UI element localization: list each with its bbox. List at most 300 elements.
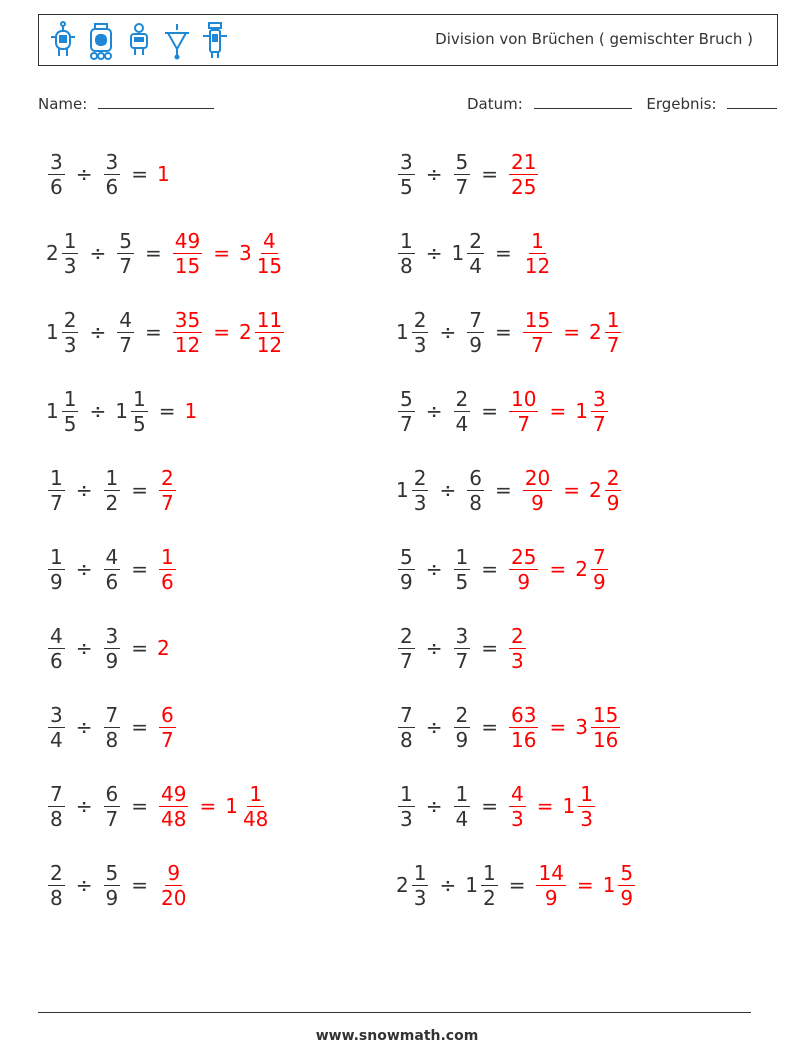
denominator: 5 [400, 174, 413, 199]
equals-sign: = [481, 557, 498, 581]
fraction [454, 387, 471, 436]
denominator: 20 [161, 885, 187, 910]
equals-sign: = [158, 399, 176, 423]
equals-sign: = [213, 320, 230, 344]
answer [157, 636, 171, 660]
fraction [509, 387, 538, 436]
problem-item [396, 697, 622, 757]
fraction [591, 703, 620, 752]
fraction [48, 624, 65, 673]
problem-item [46, 855, 190, 915]
numerator: 2 [455, 386, 469, 411]
answer [507, 624, 528, 673]
denominator: 7 [400, 411, 413, 436]
denominator: 9 [531, 490, 544, 515]
denominator: 12 [256, 332, 283, 357]
equals-sign: = [131, 794, 148, 818]
equals-sign: = [549, 715, 567, 739]
denominator: 9 [544, 885, 558, 910]
equals-sign: = [131, 478, 148, 502]
whole-number: 1 [396, 320, 409, 344]
divide-sign: ÷ [439, 320, 457, 344]
numerator: 3 [50, 702, 63, 727]
divide-sign: ÷ [425, 794, 443, 818]
numerator: 1 [455, 781, 469, 806]
fraction [255, 229, 284, 278]
denominator: 5 [455, 569, 469, 594]
numerator: 1 [482, 860, 496, 885]
fraction [173, 308, 202, 357]
footer-url: www.snowmath.com [315, 1028, 479, 1044]
denominator: 9 [105, 885, 119, 910]
fraction [605, 308, 622, 357]
answer [171, 229, 286, 278]
fraction [467, 229, 484, 278]
denominator: 5 [63, 411, 77, 436]
numerator: 6 [469, 465, 482, 490]
numerator: 2 [161, 465, 174, 490]
numerator: 7 [592, 544, 606, 569]
equals-sign: = [481, 794, 498, 818]
numerator: 2 [50, 860, 63, 885]
equals-sign: = [549, 557, 567, 581]
equals-sign: = [481, 399, 498, 423]
numerator: 4 [119, 307, 132, 332]
numerator: 10 [511, 386, 537, 411]
problem-item [46, 223, 286, 283]
numerator: 1 [580, 781, 593, 806]
problem-item [46, 697, 178, 757]
numerator: 1 [455, 544, 469, 569]
denominator: 48 [242, 806, 269, 831]
answer [171, 308, 286, 357]
divide-sign: ÷ [75, 162, 93, 186]
fraction [104, 466, 121, 515]
fraction [398, 545, 415, 594]
divide-sign: ÷ [89, 320, 107, 344]
fraction [509, 624, 526, 673]
fraction [104, 703, 121, 752]
numerator: 21 [511, 149, 537, 174]
robot-icon-3 [123, 21, 155, 61]
problem-item [46, 144, 171, 204]
numerator: 49 [174, 228, 201, 253]
numerator: 5 [400, 544, 413, 569]
equals-sign: = [494, 241, 512, 265]
fraction [454, 150, 471, 199]
fraction [173, 229, 202, 278]
problem-item [46, 618, 171, 678]
divide-sign: ÷ [89, 399, 107, 423]
whole-number: 3 [575, 715, 588, 739]
fraction [618, 861, 635, 910]
fraction [159, 782, 188, 831]
numerator: 2 [469, 228, 482, 253]
fraction [412, 308, 429, 357]
robot-icon-5 [199, 21, 231, 61]
equals-sign: = [494, 320, 512, 344]
numerator: 1 [531, 228, 544, 253]
answer [521, 308, 624, 357]
fraction [48, 782, 65, 831]
fraction [591, 387, 608, 436]
numerator: 7 [400, 702, 413, 727]
whole-number: 1 [46, 320, 59, 344]
denominator: 9 [592, 569, 606, 594]
numerator: 1 [105, 465, 119, 490]
numerator: 2 [413, 465, 427, 490]
whole-number: 1 [465, 873, 478, 897]
divide-sign: ÷ [75, 636, 93, 660]
problem-item [396, 618, 528, 678]
denominator: 8 [469, 490, 482, 515]
answer [157, 162, 171, 186]
fraction [398, 703, 415, 752]
fraction [509, 782, 526, 831]
numerator: 1 [413, 860, 427, 885]
denominator: 3 [511, 806, 524, 831]
fraction [131, 387, 148, 436]
fraction [454, 545, 471, 594]
answer [521, 229, 554, 278]
fraction [398, 229, 415, 278]
date-line [534, 94, 632, 109]
fraction [591, 545, 608, 594]
robot-icon-4 [161, 21, 193, 61]
answer-integer: 1 [184, 399, 198, 423]
header-box [38, 14, 778, 66]
denominator: 6 [105, 174, 119, 199]
whole-number: 2 [238, 320, 252, 344]
numerator: 25 [511, 544, 537, 569]
robot-icon-2 [85, 21, 117, 61]
denominator: 7 [50, 490, 63, 515]
problem-item [46, 302, 286, 362]
numerator: 1 [249, 781, 263, 806]
denominator: 5 [132, 411, 146, 436]
problem-item [46, 776, 272, 836]
divide-sign: ÷ [75, 794, 93, 818]
denominator: 6 [105, 569, 119, 594]
equals-sign: = [481, 162, 498, 186]
whole-number: 1 [46, 399, 59, 423]
denominator: 7 [455, 648, 469, 673]
divide-sign: ÷ [75, 873, 93, 897]
date-field [467, 94, 777, 113]
denominator: 6 [50, 174, 63, 199]
divide-sign: ÷ [89, 241, 107, 265]
denominator: 9 [606, 490, 620, 515]
denominator: 2 [482, 885, 496, 910]
equals-sign: = [563, 478, 580, 502]
problem-item [396, 460, 623, 520]
whole-number: 2 [588, 478, 602, 502]
denominator: 15 [174, 253, 201, 278]
denominator: 9 [469, 332, 482, 357]
fraction [467, 466, 484, 515]
divide-sign: ÷ [425, 241, 443, 265]
denominator: 16 [511, 727, 537, 752]
numerator: 3 [50, 149, 63, 174]
divide-sign: ÷ [425, 715, 443, 739]
fraction [159, 703, 176, 752]
numerator: 1 [50, 544, 63, 569]
fraction [398, 150, 415, 199]
answer [507, 545, 610, 594]
numerator: 1 [606, 307, 620, 332]
whole-number: 2 [396, 873, 409, 897]
answer [157, 466, 178, 515]
whole-number: 1 [562, 794, 576, 818]
result-line [727, 94, 777, 109]
divide-sign: ÷ [425, 557, 443, 581]
denominator: 7 [455, 174, 469, 199]
equals-sign: = [549, 399, 567, 423]
fraction [159, 545, 176, 594]
whole-number: 1 [225, 794, 238, 818]
numerator: 49 [161, 781, 187, 806]
answer [157, 703, 178, 752]
whole-number: 1 [115, 399, 128, 423]
robot-icons [47, 21, 231, 61]
problem-item [396, 539, 610, 599]
fraction [159, 861, 188, 910]
whole-number: 1 [451, 241, 465, 265]
denominator: 9 [620, 885, 634, 910]
denominator: 48 [161, 806, 187, 831]
fraction [104, 861, 121, 910]
problem-item [396, 855, 637, 915]
numerator: 4 [105, 544, 119, 569]
fraction [523, 308, 552, 357]
equals-sign: = [131, 162, 148, 186]
denominator: 6 [50, 648, 63, 673]
denominator: 7 [161, 727, 174, 752]
whole-number: 2 [575, 557, 588, 581]
denominator: 9 [105, 648, 119, 673]
fraction [536, 861, 565, 910]
numerator: 3 [400, 149, 413, 174]
denominator: 4 [469, 253, 482, 278]
numerator: 6 [105, 781, 119, 806]
equals-sign: = [144, 241, 162, 265]
fraction [159, 466, 176, 515]
problem-item [396, 223, 554, 283]
divide-sign: ÷ [75, 715, 93, 739]
numerator: 4 [511, 781, 524, 806]
denominator: 6 [161, 569, 174, 594]
numerator: 2 [400, 623, 413, 648]
denominator: 3 [413, 885, 427, 910]
divide-sign: ÷ [439, 873, 457, 897]
footer-divider [38, 1012, 751, 1013]
equals-sign: = [199, 794, 217, 818]
numerator: 11 [256, 307, 283, 332]
denominator: 25 [511, 174, 537, 199]
divide-sign: ÷ [425, 399, 443, 423]
denominator: 12 [524, 253, 551, 278]
denominator: 8 [105, 727, 119, 752]
fraction [523, 229, 552, 278]
equals-sign: = [131, 873, 148, 897]
fraction [454, 703, 471, 752]
answer [507, 703, 622, 752]
worksheet-title: Division von Brüchen ( gemischter Bruch ) [435, 30, 753, 48]
numerator: 6 [161, 702, 174, 727]
divide-sign: ÷ [439, 478, 457, 502]
whole-number: 3 [238, 241, 252, 265]
name-field [38, 94, 214, 113]
problem-item [396, 381, 610, 441]
equals-sign: = [213, 241, 230, 265]
numerator: 5 [119, 228, 132, 253]
numerator: 20 [524, 465, 551, 490]
numerator: 3 [105, 149, 119, 174]
problem-item [396, 144, 540, 204]
fraction [398, 387, 415, 436]
fraction [398, 624, 415, 673]
numerator: 15 [524, 307, 551, 332]
divide-sign: ÷ [75, 557, 93, 581]
divide-sign: ÷ [425, 162, 443, 186]
fraction [412, 466, 429, 515]
equals-sign: = [508, 873, 526, 897]
numerator: 35 [174, 307, 201, 332]
denominator: 9 [400, 569, 413, 594]
answer [157, 782, 272, 831]
equals-sign: = [481, 715, 498, 739]
denominator: 3 [63, 332, 77, 357]
equals-sign: = [144, 320, 162, 344]
problem-item [46, 539, 178, 599]
fraction [509, 150, 538, 199]
answer [507, 150, 540, 199]
fraction [117, 308, 134, 357]
fraction [605, 466, 622, 515]
robot-icon-1 [47, 21, 79, 61]
denominator: 9 [517, 569, 531, 594]
denominator: 4 [50, 727, 63, 752]
numerator: 7 [469, 307, 482, 332]
numerator: 2 [413, 307, 427, 332]
denominator: 7 [531, 332, 544, 357]
answer [507, 782, 597, 831]
numerator: 3 [592, 386, 606, 411]
problem-item [396, 302, 623, 362]
fraction [62, 308, 79, 357]
whole-number: 2 [46, 241, 59, 265]
name-line [98, 94, 214, 109]
denominator: 15 [256, 253, 283, 278]
numerator: 1 [50, 465, 63, 490]
fraction [398, 782, 415, 831]
equals-sign: = [536, 794, 554, 818]
fraction [104, 624, 121, 673]
denominator: 4 [455, 806, 469, 831]
fraction [104, 782, 121, 831]
denominator: 8 [400, 253, 413, 278]
denominator: 3 [413, 490, 427, 515]
numerator: 9 [167, 860, 181, 885]
problem-item [396, 776, 597, 836]
fraction [454, 782, 471, 831]
numerator: 4 [50, 623, 63, 648]
denominator: 7 [119, 332, 132, 357]
fraction [523, 466, 552, 515]
denominator: 7 [119, 253, 132, 278]
fraction [62, 229, 79, 278]
fraction [117, 229, 134, 278]
fraction [412, 861, 429, 910]
date-label: Datum: [467, 95, 523, 113]
numerator: 1 [132, 386, 146, 411]
denominator: 3 [400, 806, 413, 831]
numerator: 7 [50, 781, 63, 806]
fraction [48, 466, 65, 515]
fraction [48, 861, 65, 910]
denominator: 2 [105, 490, 119, 515]
result-label: Ergebnis: [646, 95, 717, 113]
answer [184, 399, 198, 423]
answer [157, 545, 178, 594]
denominator: 4 [455, 411, 469, 436]
equals-sign: = [576, 873, 594, 897]
denominator: 8 [50, 806, 63, 831]
numerator: 3 [455, 623, 469, 648]
denominator: 7 [517, 411, 531, 436]
numerator: 3 [105, 623, 119, 648]
denominator: 3 [413, 332, 427, 357]
whole-number: 1 [602, 873, 616, 897]
denominator: 12 [174, 332, 201, 357]
name-label: Name: [38, 95, 88, 113]
fraction [48, 545, 65, 594]
fraction [241, 782, 270, 831]
numerator: 5 [105, 860, 119, 885]
numerator: 7 [105, 702, 119, 727]
equals-sign: = [131, 715, 148, 739]
numerator: 63 [511, 702, 537, 727]
fraction [255, 308, 284, 357]
denominator: 9 [455, 727, 469, 752]
numerator: 2 [455, 702, 469, 727]
numerator: 1 [63, 228, 77, 253]
numerator: 2 [511, 623, 524, 648]
denominator: 7 [592, 411, 606, 436]
fraction [454, 624, 471, 673]
fraction [481, 861, 498, 910]
problem-item [46, 381, 198, 441]
numerator: 5 [620, 860, 634, 885]
numerator: 1 [400, 781, 413, 806]
fraction [104, 545, 121, 594]
numerator: 5 [455, 149, 469, 174]
equals-sign: = [131, 636, 148, 660]
denominator: 9 [50, 569, 63, 594]
numerator: 2 [606, 465, 620, 490]
whole-number: 1 [396, 478, 409, 502]
divide-sign: ÷ [75, 478, 93, 502]
denominator: 7 [400, 648, 413, 673]
fraction [104, 150, 121, 199]
denominator: 7 [105, 806, 119, 831]
numerator: 15 [592, 702, 619, 727]
equals-sign: = [131, 557, 148, 581]
whole-number: 2 [588, 320, 602, 344]
fraction [509, 545, 538, 594]
denominator: 16 [592, 727, 619, 752]
numerator: 1 [63, 386, 77, 411]
